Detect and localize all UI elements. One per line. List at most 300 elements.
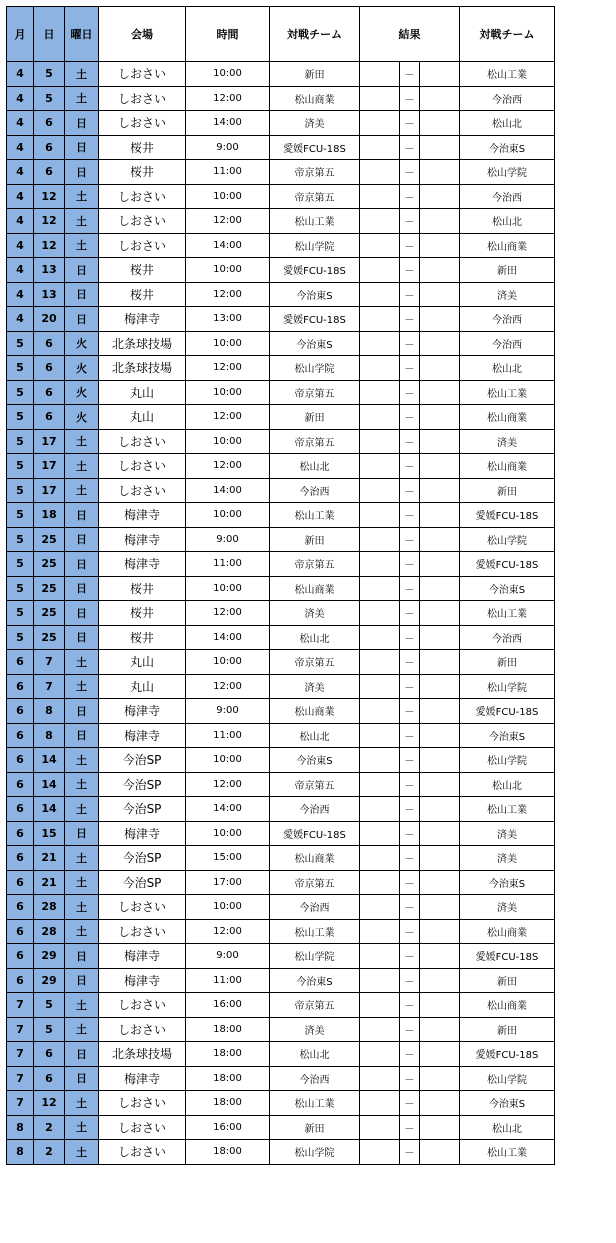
- result-away-score-cell: [420, 1115, 460, 1140]
- result-home-score-cell: [360, 405, 400, 430]
- weekday-cell: 土: [65, 993, 99, 1018]
- weekday-cell: 日: [65, 282, 99, 307]
- day-cell: 13: [34, 258, 65, 283]
- day-cell: 5: [34, 993, 65, 1018]
- result-home-score-cell: [360, 527, 400, 552]
- weekday-cell: 土: [65, 1017, 99, 1042]
- result-home-score-cell: [360, 968, 400, 993]
- venue-cell: 桜井: [99, 160, 186, 185]
- weekday-cell: 日: [65, 699, 99, 724]
- venue-cell: しおさい: [99, 1091, 186, 1116]
- weekday-cell: 土: [65, 86, 99, 111]
- venue-cell: 今治SP: [99, 748, 186, 773]
- table-row: [7, 111, 555, 136]
- home-team-cell: 松山商業: [270, 699, 360, 724]
- table-row: [7, 282, 555, 307]
- result-home-score-cell: [360, 86, 400, 111]
- result-away-score-cell: [420, 331, 460, 356]
- month-cell: 6: [7, 674, 34, 699]
- table-row: [7, 135, 555, 160]
- result-mark-cell: －: [400, 1066, 420, 1091]
- month-cell: 4: [7, 62, 34, 87]
- away-team-cell: 今治西: [460, 307, 555, 332]
- table-row: [7, 160, 555, 185]
- weekday-cell: 日: [65, 503, 99, 528]
- time-cell: 14:00: [186, 625, 270, 650]
- result-mark-cell: －: [400, 209, 420, 234]
- result-away-score-cell: [420, 111, 460, 136]
- schedule-sheet: [6, 6, 555, 1165]
- day-cell: 18: [34, 503, 65, 528]
- away-team-cell: 松山学院: [460, 748, 555, 773]
- home-team-cell: 松山学院: [270, 1140, 360, 1165]
- day-cell: 5: [34, 86, 65, 111]
- result-away-score-cell: [420, 527, 460, 552]
- month-cell: 7: [7, 1066, 34, 1091]
- venue-cell: しおさい: [99, 429, 186, 454]
- weekday-cell: 土: [65, 1115, 99, 1140]
- weekday-cell: 日: [65, 307, 99, 332]
- day-cell: 6: [34, 405, 65, 430]
- result-home-score-cell: [360, 160, 400, 185]
- time-cell: 10:00: [186, 380, 270, 405]
- venue-cell: 今治SP: [99, 797, 186, 822]
- result-away-score-cell: [420, 86, 460, 111]
- weekday-cell: 土: [65, 748, 99, 773]
- result-away-score-cell: [420, 1017, 460, 1042]
- table-row: [7, 993, 555, 1018]
- day-cell: 25: [34, 576, 65, 601]
- home-team-cell: 今治東S: [270, 748, 360, 773]
- result-mark-cell: －: [400, 625, 420, 650]
- venue-cell: しおさい: [99, 86, 186, 111]
- result-mark-cell: －: [400, 527, 420, 552]
- table-row: [7, 846, 555, 871]
- away-team-cell: 新田: [460, 478, 555, 503]
- result-away-score-cell: [420, 454, 460, 479]
- time-cell: 12:00: [186, 601, 270, 626]
- result-mark-cell: －: [400, 919, 420, 944]
- month-cell: 7: [7, 1042, 34, 1067]
- day-cell: 14: [34, 748, 65, 773]
- result-home-score-cell: [360, 919, 400, 944]
- weekday-cell: 土: [65, 772, 99, 797]
- venue-cell: 梅津寺: [99, 723, 186, 748]
- result-mark-cell: －: [400, 1140, 420, 1165]
- time-cell: 9:00: [186, 135, 270, 160]
- month-cell: 6: [7, 919, 34, 944]
- result-home-score-cell: [360, 650, 400, 675]
- day-cell: 12: [34, 1091, 65, 1116]
- result-away-score-cell: [420, 1140, 460, 1165]
- month-cell: 4: [7, 135, 34, 160]
- table-row: [7, 86, 555, 111]
- home-team-cell: 帝京第五: [270, 184, 360, 209]
- month-cell: 6: [7, 748, 34, 773]
- home-team-cell: 今治西: [270, 895, 360, 920]
- month-cell: 5: [7, 503, 34, 528]
- result-mark-cell: －: [400, 380, 420, 405]
- away-team-cell: 松山工業: [460, 62, 555, 87]
- home-team-cell: 新田: [270, 62, 360, 87]
- weekday-cell: 土: [65, 1140, 99, 1165]
- result-away-score-cell: [420, 1066, 460, 1091]
- weekday-cell: 土: [65, 895, 99, 920]
- away-team-cell: 新田: [460, 650, 555, 675]
- venue-cell: 桜井: [99, 625, 186, 650]
- time-cell: 14:00: [186, 233, 270, 258]
- result-home-score-cell: [360, 772, 400, 797]
- venue-cell: 桜井: [99, 282, 186, 307]
- day-cell: 7: [34, 674, 65, 699]
- venue-cell: 丸山: [99, 650, 186, 675]
- home-team-cell: 松山商業: [270, 846, 360, 871]
- table-row: [7, 62, 555, 87]
- time-cell: 13:00: [186, 307, 270, 332]
- venue-cell: 梅津寺: [99, 968, 186, 993]
- result-away-score-cell: [420, 405, 460, 430]
- month-cell: 6: [7, 944, 34, 969]
- venue-cell: 桜井: [99, 576, 186, 601]
- table-row: [7, 454, 555, 479]
- home-team-cell: 愛媛FCU-18S: [270, 307, 360, 332]
- time-cell: 14:00: [186, 797, 270, 822]
- result-mark-cell: －: [400, 821, 420, 846]
- result-home-score-cell: [360, 1042, 400, 1067]
- weekday-cell: 土: [65, 870, 99, 895]
- result-home-score-cell: [360, 478, 400, 503]
- day-cell: 17: [34, 478, 65, 503]
- away-team-cell: 愛媛FCU-18S: [460, 1042, 555, 1067]
- result-home-score-cell: [360, 1017, 400, 1042]
- result-away-score-cell: [420, 870, 460, 895]
- result-mark-cell: －: [400, 331, 420, 356]
- header-time: 時間: [186, 7, 270, 62]
- venue-cell: しおさい: [99, 1115, 186, 1140]
- month-cell: 6: [7, 723, 34, 748]
- result-away-score-cell: [420, 821, 460, 846]
- result-away-score-cell: [420, 184, 460, 209]
- weekday-cell: 日: [65, 625, 99, 650]
- away-team-cell: 松山学院: [460, 160, 555, 185]
- month-cell: 6: [7, 895, 34, 920]
- result-mark-cell: －: [400, 1017, 420, 1042]
- away-team-cell: 今治西: [460, 625, 555, 650]
- month-cell: 5: [7, 601, 34, 626]
- day-cell: 2: [34, 1115, 65, 1140]
- away-team-cell: 松山北: [460, 111, 555, 136]
- away-team-cell: 今治西: [460, 331, 555, 356]
- table-row: [7, 723, 555, 748]
- result-home-score-cell: [360, 625, 400, 650]
- home-team-cell: 済美: [270, 111, 360, 136]
- time-cell: 12:00: [186, 356, 270, 381]
- venue-cell: 梅津寺: [99, 307, 186, 332]
- day-cell: 7: [34, 650, 65, 675]
- time-cell: 12:00: [186, 405, 270, 430]
- day-cell: 25: [34, 625, 65, 650]
- result-mark-cell: －: [400, 86, 420, 111]
- table-row: [7, 405, 555, 430]
- away-team-cell: 新田: [460, 1017, 555, 1042]
- result-mark-cell: －: [400, 429, 420, 454]
- home-team-cell: 帝京第五: [270, 380, 360, 405]
- result-mark-cell: －: [400, 160, 420, 185]
- match-schedule-table: [6, 6, 555, 1165]
- result-home-score-cell: [360, 307, 400, 332]
- time-cell: 10:00: [186, 429, 270, 454]
- venue-cell: 梅津寺: [99, 527, 186, 552]
- table-row: [7, 895, 555, 920]
- month-cell: 5: [7, 405, 34, 430]
- weekday-cell: 日: [65, 821, 99, 846]
- away-team-cell: 松山北: [460, 772, 555, 797]
- weekday-cell: 日: [65, 576, 99, 601]
- result-home-score-cell: [360, 503, 400, 528]
- table-row: [7, 797, 555, 822]
- weekday-cell: 土: [65, 184, 99, 209]
- day-cell: 6: [34, 135, 65, 160]
- result-mark-cell: －: [400, 1115, 420, 1140]
- result-away-score-cell: [420, 674, 460, 699]
- result-home-score-cell: [360, 870, 400, 895]
- month-cell: 5: [7, 625, 34, 650]
- away-team-cell: 松山商業: [460, 919, 555, 944]
- month-cell: 4: [7, 111, 34, 136]
- table-row: [7, 233, 555, 258]
- month-cell: 8: [7, 1115, 34, 1140]
- result-away-score-cell: [420, 478, 460, 503]
- table-row: [7, 968, 555, 993]
- result-mark-cell: －: [400, 797, 420, 822]
- header-row: [7, 7, 555, 62]
- result-mark-cell: －: [400, 993, 420, 1018]
- result-home-score-cell: [360, 380, 400, 405]
- table-row: [7, 601, 555, 626]
- away-team-cell: 松山商業: [460, 993, 555, 1018]
- table-row: [7, 503, 555, 528]
- table-row: [7, 870, 555, 895]
- result-mark-cell: －: [400, 405, 420, 430]
- time-cell: 12:00: [186, 86, 270, 111]
- result-home-score-cell: [360, 846, 400, 871]
- result-home-score-cell: [360, 62, 400, 87]
- day-cell: 25: [34, 552, 65, 577]
- time-cell: 18:00: [186, 1017, 270, 1042]
- day-cell: 12: [34, 184, 65, 209]
- result-home-score-cell: [360, 111, 400, 136]
- result-home-score-cell: [360, 331, 400, 356]
- away-team-cell: 今治西: [460, 86, 555, 111]
- venue-cell: しおさい: [99, 233, 186, 258]
- home-team-cell: 松山商業: [270, 86, 360, 111]
- time-cell: 10:00: [186, 650, 270, 675]
- result-home-score-cell: [360, 797, 400, 822]
- weekday-cell: 土: [65, 846, 99, 871]
- weekday-cell: 日: [65, 135, 99, 160]
- home-team-cell: 今治西: [270, 478, 360, 503]
- result-home-score-cell: [360, 135, 400, 160]
- month-cell: 6: [7, 797, 34, 822]
- result-mark-cell: －: [400, 552, 420, 577]
- home-team-cell: 今治東S: [270, 968, 360, 993]
- day-cell: 28: [34, 919, 65, 944]
- month-cell: 4: [7, 209, 34, 234]
- day-cell: 14: [34, 797, 65, 822]
- venue-cell: 桜井: [99, 258, 186, 283]
- table-row: [7, 625, 555, 650]
- result-mark-cell: －: [400, 62, 420, 87]
- result-mark-cell: －: [400, 944, 420, 969]
- time-cell: 11:00: [186, 968, 270, 993]
- away-team-cell: 済美: [460, 282, 555, 307]
- away-team-cell: 今治東S: [460, 576, 555, 601]
- venue-cell: 今治SP: [99, 772, 186, 797]
- result-mark-cell: －: [400, 650, 420, 675]
- result-home-score-cell: [360, 282, 400, 307]
- table-row: [7, 1042, 555, 1067]
- weekday-cell: 土: [65, 209, 99, 234]
- result-mark-cell: －: [400, 478, 420, 503]
- result-home-score-cell: [360, 944, 400, 969]
- month-cell: 4: [7, 307, 34, 332]
- result-away-score-cell: [420, 380, 460, 405]
- away-team-cell: 松山工業: [460, 797, 555, 822]
- venue-cell: しおさい: [99, 209, 186, 234]
- weekday-cell: 火: [65, 405, 99, 430]
- away-team-cell: 愛媛FCU-18S: [460, 944, 555, 969]
- away-team-cell: 新田: [460, 968, 555, 993]
- venue-cell: しおさい: [99, 111, 186, 136]
- venue-cell: 梅津寺: [99, 944, 186, 969]
- table-row: [7, 184, 555, 209]
- result-away-score-cell: [420, 576, 460, 601]
- result-home-score-cell: [360, 258, 400, 283]
- time-cell: 18:00: [186, 1091, 270, 1116]
- day-cell: 2: [34, 1140, 65, 1165]
- weekday-cell: 日: [65, 160, 99, 185]
- result-away-score-cell: [420, 1091, 460, 1116]
- away-team-cell: 愛媛FCU-18S: [460, 552, 555, 577]
- result-mark-cell: －: [400, 135, 420, 160]
- day-cell: 21: [34, 846, 65, 871]
- day-cell: 6: [34, 331, 65, 356]
- home-team-cell: 帝京第五: [270, 772, 360, 797]
- weekday-cell: 土: [65, 919, 99, 944]
- result-mark-cell: －: [400, 674, 420, 699]
- result-home-score-cell: [360, 1091, 400, 1116]
- result-mark-cell: －: [400, 184, 420, 209]
- result-home-score-cell: [360, 429, 400, 454]
- day-cell: 13: [34, 282, 65, 307]
- result-home-score-cell: [360, 821, 400, 846]
- result-mark-cell: －: [400, 1042, 420, 1067]
- result-away-score-cell: [420, 1042, 460, 1067]
- time-cell: 9:00: [186, 527, 270, 552]
- home-team-cell: 愛媛FCU-18S: [270, 258, 360, 283]
- weekday-cell: 日: [65, 552, 99, 577]
- result-away-score-cell: [420, 135, 460, 160]
- result-away-score-cell: [420, 429, 460, 454]
- result-away-score-cell: [420, 233, 460, 258]
- month-cell: 6: [7, 968, 34, 993]
- result-mark-cell: －: [400, 282, 420, 307]
- away-team-cell: 松山工業: [460, 380, 555, 405]
- home-team-cell: 松山北: [270, 723, 360, 748]
- home-team-cell: 帝京第五: [270, 160, 360, 185]
- month-cell: 6: [7, 699, 34, 724]
- header-day: 日: [34, 7, 65, 62]
- table-row: [7, 919, 555, 944]
- day-cell: 25: [34, 527, 65, 552]
- result-mark-cell: －: [400, 699, 420, 724]
- result-mark-cell: －: [400, 356, 420, 381]
- home-team-cell: 今治西: [270, 1066, 360, 1091]
- header-weekday: 曜日: [65, 7, 99, 62]
- venue-cell: しおさい: [99, 1140, 186, 1165]
- weekday-cell: 土: [65, 674, 99, 699]
- weekday-cell: 土: [65, 1091, 99, 1116]
- away-team-cell: 済美: [460, 821, 555, 846]
- result-mark-cell: －: [400, 454, 420, 479]
- venue-cell: 梅津寺: [99, 552, 186, 577]
- venue-cell: しおさい: [99, 478, 186, 503]
- result-mark-cell: －: [400, 870, 420, 895]
- result-home-score-cell: [360, 454, 400, 479]
- table-row: [7, 209, 555, 234]
- venue-cell: 梅津寺: [99, 699, 186, 724]
- table-row: [7, 821, 555, 846]
- result-away-score-cell: [420, 307, 460, 332]
- home-team-cell: 帝京第五: [270, 650, 360, 675]
- month-cell: 8: [7, 1140, 34, 1165]
- weekday-cell: 土: [65, 62, 99, 87]
- weekday-cell: 火: [65, 331, 99, 356]
- day-cell: 6: [34, 356, 65, 381]
- result-home-score-cell: [360, 601, 400, 626]
- result-away-score-cell: [420, 919, 460, 944]
- away-team-cell: 松山北: [460, 209, 555, 234]
- result-home-score-cell: [360, 895, 400, 920]
- result-away-score-cell: [420, 503, 460, 528]
- month-cell: 6: [7, 870, 34, 895]
- month-cell: 5: [7, 478, 34, 503]
- venue-cell: しおさい: [99, 895, 186, 920]
- away-team-cell: 松山学院: [460, 527, 555, 552]
- time-cell: 14:00: [186, 111, 270, 136]
- day-cell: 21: [34, 870, 65, 895]
- venue-cell: 梅津寺: [99, 1066, 186, 1091]
- away-team-cell: 松山学院: [460, 674, 555, 699]
- month-cell: 6: [7, 650, 34, 675]
- day-cell: 17: [34, 429, 65, 454]
- result-home-score-cell: [360, 1140, 400, 1165]
- venue-cell: しおさい: [99, 993, 186, 1018]
- away-team-cell: 松山商業: [460, 405, 555, 430]
- home-team-cell: 帝京第五: [270, 552, 360, 577]
- time-cell: 9:00: [186, 944, 270, 969]
- venue-cell: 今治SP: [99, 870, 186, 895]
- time-cell: 11:00: [186, 552, 270, 577]
- time-cell: 16:00: [186, 1115, 270, 1140]
- weekday-cell: 日: [65, 944, 99, 969]
- weekday-cell: 土: [65, 650, 99, 675]
- venue-cell: しおさい: [99, 1017, 186, 1042]
- venue-cell: しおさい: [99, 62, 186, 87]
- weekday-cell: 土: [65, 478, 99, 503]
- result-away-score-cell: [420, 846, 460, 871]
- result-home-score-cell: [360, 993, 400, 1018]
